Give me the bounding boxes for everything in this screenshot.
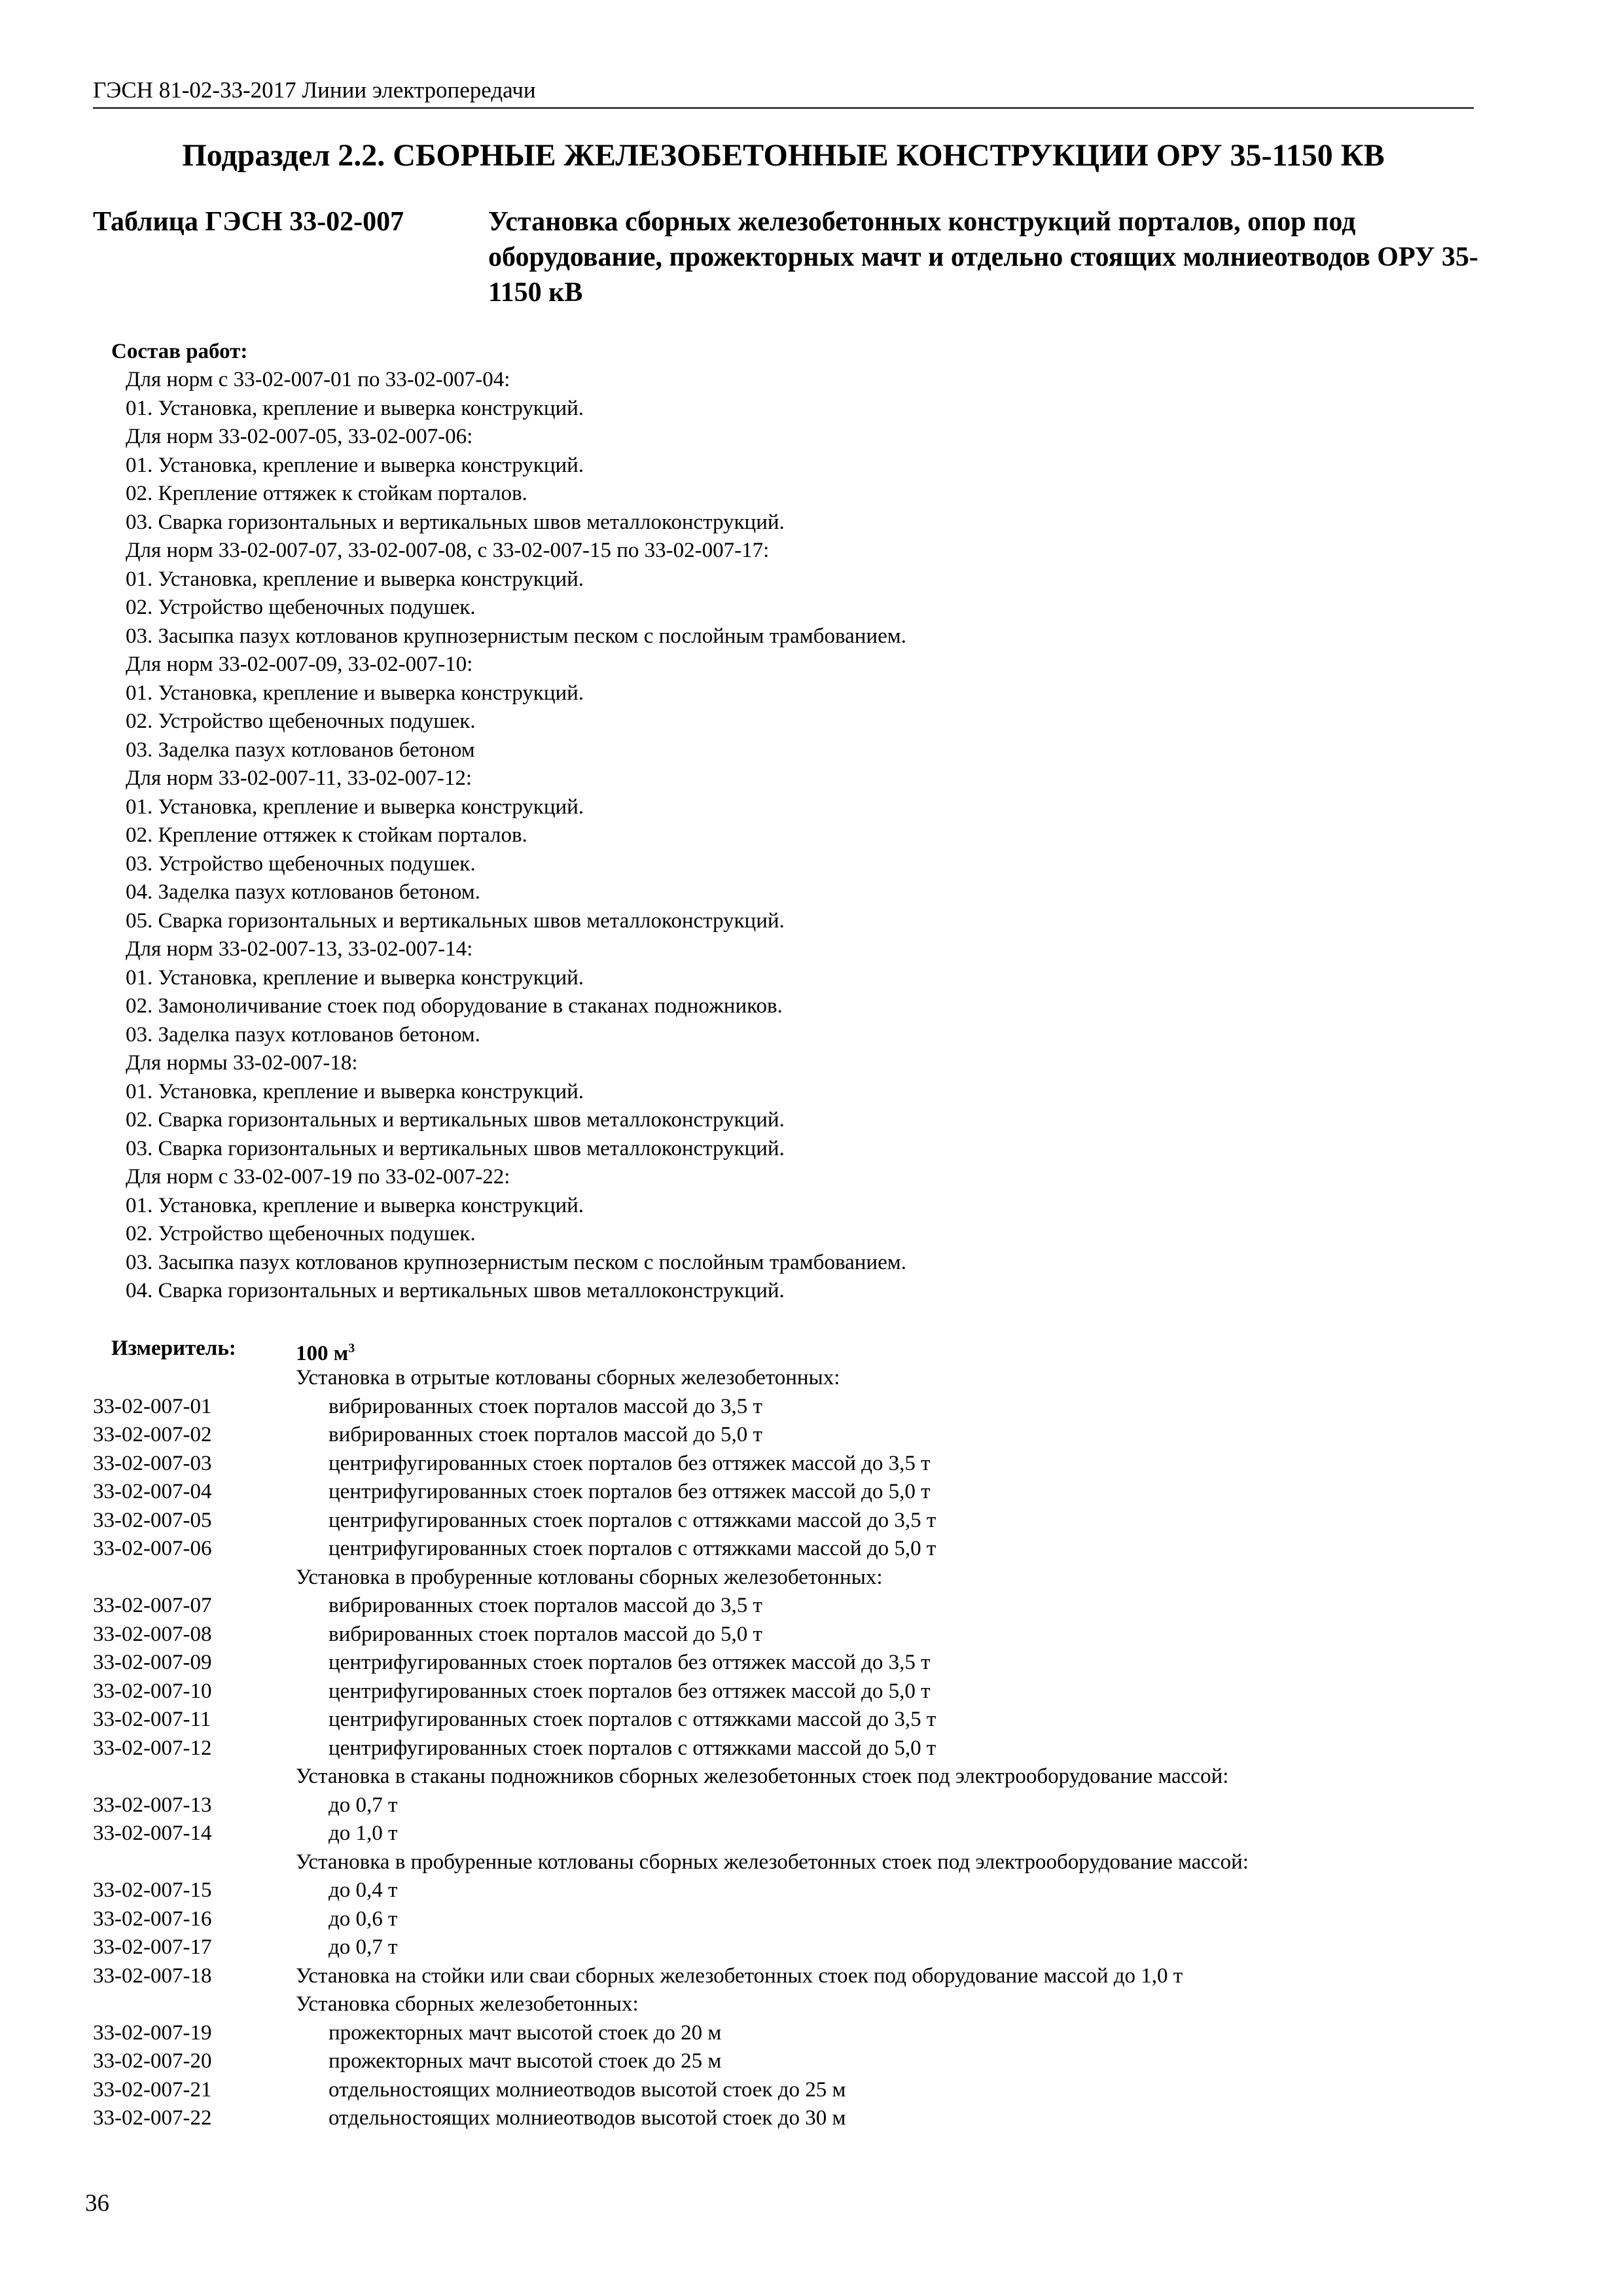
work-composition-line: 02. Замоноличивание стоек под оборудование в стаканах подножников. — [126, 994, 783, 1018]
norm-description: прожекторных мачт высотой стоек до 25 м — [329, 2049, 722, 2073]
work-composition-line: 03. Сварка горизонтальных и вертикальных швов металлоконструкций. — [126, 510, 785, 534]
norm-code: 33-02-007-12 — [93, 1736, 212, 1760]
norm-row — [0, 1962, 1623, 1991]
work-composition-line: 03. Сварка горизонтальных и вертикальных швов металлоконструкций. — [126, 1136, 785, 1160]
norm-code: 33-02-007-04 — [93, 1480, 212, 1503]
norm-row — [0, 1706, 1623, 1734]
measure-row — [0, 1333, 1623, 1364]
work-composition-lines — [111, 366, 1420, 1306]
norm-code: 33-02-007-13 — [93, 1793, 212, 1817]
work-composition-line: 04. Заделка пазух котлованов бетоном. — [126, 880, 480, 904]
norm-row — [0, 1421, 1623, 1450]
norm-code: 33-02-007-20 — [93, 2049, 212, 2073]
norm-row — [0, 2104, 1623, 2133]
work-composition-line: 03. Засыпка пазух котлованов крупнозернистым песком с послойным трамбованием. — [126, 624, 906, 648]
norm-row — [0, 1450, 1623, 1479]
work-composition-line: Для норм 33-02-007-11, 33-02-007-12: — [126, 766, 473, 790]
norm-code: 33-02-007-01 — [93, 1394, 212, 1418]
norm-code: 33-02-007-08 — [93, 1622, 212, 1646]
norm-row — [0, 1848, 1623, 1877]
norm-row — [0, 2019, 1623, 2048]
norm-description: Установка на стойки или сваи сборных железобетонных стоек под оборудование массой до 1,0 т — [296, 1964, 1183, 1988]
work-composition-line: 01. Установка, крепление и выверка конструкций. — [126, 795, 584, 819]
norm-code: 33-02-007-15 — [93, 1878, 212, 1902]
work-composition-line: Для норм 33-02-007-09, 33-02-007-10: — [126, 653, 473, 676]
norm-row — [0, 2047, 1623, 2076]
norm-row — [0, 1507, 1623, 1535]
norm-row — [0, 1791, 1623, 1820]
work-composition-line: Для норм 33-02-007-05, 33-02-007-06: — [126, 425, 473, 448]
norm-description: вибрированных стоек порталов массой до 5,0 т — [329, 1622, 762, 1646]
norm-row — [0, 1876, 1623, 1905]
work-composition-line: 04. Сварка горизонтальных и вертикальных швов металлоконструкций. — [126, 1279, 785, 1302]
norm-row — [0, 1564, 1623, 1592]
work-composition-line: 03. Устройство щебеночных подушек. — [126, 852, 476, 876]
norm-description: до 0,4 т — [329, 1878, 398, 1902]
norm-row — [0, 1393, 1623, 1422]
norm-code: 33-02-007-02 — [93, 1423, 212, 1446]
table-title: Установка сборных железобетонных конструкций порталов, опор под оборудование, прожекторных мачт и отдельно стоящих молниеотводов ОРУ 35-1150 кВ — [488, 207, 1478, 308]
work-composition-line: 02. Крепление оттяжек к стойкам порталов. — [126, 823, 527, 847]
work-composition-line: 02. Сварка горизонтальных и вертикальных швов металлоконструкций. — [126, 1108, 785, 1132]
measure-unit-exponent: 3 — [348, 1341, 355, 1355]
norm-row — [0, 1621, 1623, 1649]
header-text: ГЭСН 81-02-33-2017 Линии электропередачи — [93, 77, 536, 103]
norm-code: 33-02-007-09 — [93, 1651, 212, 1674]
norm-description: центрифугированных стоек порталов без оттяжек массой до 3,5 т — [329, 1651, 931, 1674]
work-composition — [111, 337, 1420, 1306]
norm-row — [0, 1592, 1623, 1621]
work-composition-title: Состав работ: — [111, 340, 248, 363]
work-composition-line: 01. Установка, крепление и выверка конструкций. — [126, 453, 584, 477]
work-composition-line: 01. Установка, крепление и выверка конструкций. — [126, 681, 584, 705]
norm-description: центрифугированных стоек порталов без оттяжек массой до 5,0 т — [329, 1480, 931, 1503]
norm-description: до 0,7 т — [329, 1935, 398, 1959]
norm-row — [0, 1364, 1623, 1393]
work-composition-line: 02. Устройство щебеночных подушек. — [126, 709, 476, 733]
norm-code: 33-02-007-22 — [93, 2106, 212, 2130]
work-composition-line: Для норм с 33-02-007-01 по 33-02-007-04: — [126, 368, 510, 391]
work-composition-line: 01. Установка, крепление и выверка конструкций. — [126, 1193, 584, 1217]
norm-code: 33-02-007-11 — [93, 1708, 211, 1731]
norm-code: 33-02-007-10 — [93, 1679, 212, 1703]
norm-description: вибрированных стоек порталов массой до 3,5 т — [329, 1394, 762, 1418]
norm-code: 33-02-007-17 — [93, 1935, 212, 1959]
norm-description: центрифугированных стоек порталов с оттяжками массой до 3,5 т — [329, 1508, 936, 1532]
norm-description: центрифугированных стоек порталов без оттяжек массой до 5,0 т — [329, 1679, 931, 1703]
norm-code: 33-02-007-06 — [93, 1537, 212, 1560]
norm-code: 33-02-007-14 — [93, 1821, 212, 1845]
norm-code: 33-02-007-05 — [93, 1508, 212, 1532]
norm-group-heading: Установка в пробуренные котлованы сборных железобетонных: — [296, 1565, 883, 1589]
norm-description: отдельностоящих молниеотводов высотой стоек до 25 м — [329, 2077, 846, 2102]
norm-code: 33-02-007-03 — [93, 1451, 212, 1475]
work-composition-line: 03. Засыпка пазух котлованов крупнозернистым песком с послойным трамбованием. — [126, 1250, 906, 1274]
work-composition-line: 02. Крепление оттяжек к стойкам порталов. — [126, 482, 527, 505]
norm-description: до 0,7 т — [329, 1793, 398, 1817]
work-composition-line: Для норм 33-02-007-13, 33-02-007-14: — [126, 937, 473, 961]
norm-description: центрифугированных стоек порталов с оттяжками массой до 5,0 т — [329, 1537, 936, 1560]
norm-description: центрифугированных стоек порталов с оттяжками массой до 5,0 т — [329, 1736, 936, 1760]
norm-row — [0, 1649, 1623, 1677]
norm-row — [0, 1734, 1623, 1763]
norm-row — [0, 1478, 1623, 1507]
norm-description: до 0,6 т — [329, 1907, 398, 1931]
measure-label: Измеритель: — [111, 1336, 236, 1360]
norm-description: до 1,0 т — [329, 1821, 398, 1845]
norm-description: прожекторных мачт высотой стоек до 20 м — [329, 2020, 722, 2045]
norm-group-heading: Установка в отрытые котлованы сборных железобетонных: — [296, 1366, 840, 1390]
work-composition-line: 01. Установка, крепление и выверка конструкций. — [126, 965, 584, 990]
norm-description: отдельностоящих молниеотводов высотой стоек до 30 м — [329, 2106, 846, 2130]
norm-row — [0, 2076, 1623, 2105]
norm-code: 33-02-007-07 — [93, 1594, 212, 1617]
norm-row — [0, 1905, 1623, 1934]
norm-code: 33-02-007-18 — [93, 1964, 212, 1988]
work-composition-line: Для нормы 33-02-007-18: — [126, 1051, 358, 1075]
norm-row — [0, 1677, 1623, 1706]
table-label: Таблица ГЭСН 33-02-007 — [93, 207, 404, 237]
norm-row — [0, 1933, 1623, 1962]
work-composition-line: Для норм 33-02-007-07, 33-02-007-08, с 33-02-007-15 по 33-02-007-17: — [126, 539, 770, 562]
work-composition-line: 02. Устройство щебеночных подушек. — [126, 596, 476, 619]
work-composition-line: 03. Заделка пазух котлованов бетоном — [126, 738, 475, 762]
norm-row — [0, 1820, 1623, 1848]
work-composition-line: 03. Заделка пазух котлованов бетоном. — [126, 1022, 480, 1047]
work-composition-line: Для норм с 33-02-007-19 по 33-02-007-22: — [126, 1165, 510, 1189]
work-composition-line: 01. Установка, крепление и выверка конструкций. — [126, 396, 584, 420]
norm-code: 33-02-007-21 — [93, 2077, 212, 2102]
measure-unit-text: 100 м — [296, 1342, 349, 1365]
work-composition-line: 02. Устройство щебеночных подушек. — [126, 1222, 476, 1246]
norms-list — [0, 1364, 1623, 2133]
norm-code: 33-02-007-16 — [93, 1907, 212, 1931]
work-composition-line: 01. Установка, крепление и выверка конструкций. — [126, 1079, 584, 1103]
norm-description: центрифугированных стоек порталов без оттяжек массой до 3,5 т — [329, 1451, 931, 1475]
norm-description: вибрированных стоек порталов массой до 3,5 т — [329, 1594, 762, 1617]
page-number: 36 — [85, 2190, 109, 2217]
running-header — [93, 76, 1474, 109]
work-composition-line: 01. Установка, крепление и выверка конструкций. — [126, 567, 584, 591]
norm-group-heading: Установка сборных железобетонных: — [296, 1992, 639, 2016]
norm-row — [0, 1763, 1623, 1791]
norm-code: 33-02-007-19 — [93, 2020, 212, 2045]
subsection-title: Подраздел 2.2. СБОРНЫЕ ЖЕЛЕЗОБЕТОННЫЕ КОНСТРУКЦИИ ОРУ 35-1150 КВ — [182, 138, 1385, 173]
norm-description: центрифугированных стоек порталов с оттяжками массой до 3,5 т — [329, 1708, 936, 1731]
norm-row — [0, 1535, 1623, 1564]
norm-group-heading: Установка в пробуренные котлованы сборных железобетонных стоек под электрооборудование массой: — [296, 1850, 1249, 1874]
norm-group-heading: Установка в стаканы подножников сборных железобетонных стоек под электрооборудование массой: — [296, 1765, 1229, 1788]
norm-description: вибрированных стоек порталов массой до 5,0 т — [329, 1423, 762, 1446]
work-composition-line: 05. Сварка горизонтальных и вертикальных швов металлоконструкций. — [126, 908, 785, 933]
norm-row — [0, 1990, 1623, 2019]
